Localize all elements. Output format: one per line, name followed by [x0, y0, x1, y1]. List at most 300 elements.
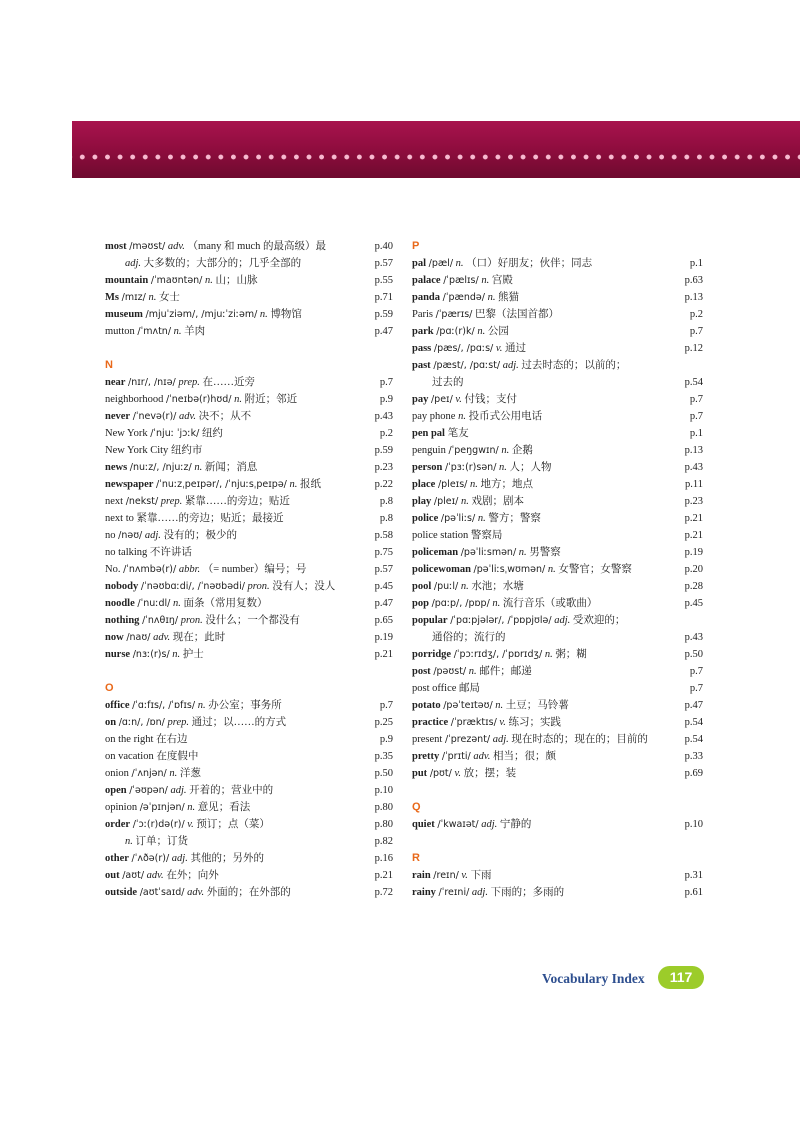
headword: popular — [412, 615, 448, 626]
definition: 公园 — [487, 326, 509, 337]
part-of-speech: adj. — [171, 853, 188, 864]
index-entry — [412, 867, 703, 884]
definition: 土豆；马铃薯 — [505, 700, 569, 711]
entry-text — [412, 340, 526, 357]
definition: 纽约 — [201, 428, 223, 439]
headword: other — [105, 853, 129, 864]
entry-text — [412, 578, 524, 595]
entry-text — [412, 595, 597, 612]
headword: on — [105, 717, 117, 728]
page-ref: p.13 — [684, 445, 703, 456]
entry-text — [412, 476, 533, 493]
page-ref: p.65 — [374, 615, 393, 626]
index-entry — [105, 629, 393, 646]
definition: 山；山脉 — [215, 275, 258, 286]
definition: 意见；看法 — [197, 802, 251, 813]
headword: New York — [105, 428, 148, 439]
index-entry — [412, 578, 703, 595]
page-number-badge: 117 — [658, 966, 704, 989]
section-spacer — [105, 340, 393, 357]
part-of-speech: pron. — [180, 615, 203, 626]
entry-text — [105, 782, 273, 799]
pronunciation: /ˈneɪbə(r)hʊd/ — [165, 394, 232, 405]
definition: 粥；糊 — [555, 649, 587, 660]
part-of-speech: prep. — [167, 717, 189, 728]
entry-text — [412, 323, 509, 340]
index-entry — [105, 289, 393, 306]
pronunciation: /puːl/ — [433, 581, 459, 592]
index-entry — [105, 816, 393, 833]
index-entry — [105, 425, 393, 442]
definition: 练习；实践 — [508, 717, 562, 728]
entry-text — [105, 476, 321, 493]
definition: 邮局 — [459, 683, 481, 694]
definition: 水池；水塘 — [471, 581, 524, 592]
headword: palace — [412, 275, 441, 286]
pronunciation: /ˈpɑːpjələr/, /ˈpɒpjʊlə/ — [450, 615, 552, 626]
entry-text — [412, 680, 480, 697]
pronunciation: /nɪr/, /nɪə/ — [128, 377, 176, 388]
headword: near — [105, 377, 126, 388]
index-entry — [105, 799, 393, 816]
index-entry — [412, 561, 703, 578]
pronunciation: /ˈnuːzˌpeɪpər/, /ˈnjuːsˌpeɪpə/ — [156, 479, 287, 490]
headword: most — [105, 241, 127, 252]
definition: 办公室；事务所 — [208, 700, 282, 711]
headword: New York City — [105, 445, 169, 456]
index-entry — [412, 612, 703, 629]
page-ref: p.7 — [689, 666, 703, 677]
definition: 受欢迎的； — [572, 615, 626, 626]
banner-dot-strip — [72, 153, 800, 161]
definition: 通过；以……的方式 — [191, 717, 287, 728]
page-ref: p.80 — [374, 819, 393, 830]
headword: next — [105, 496, 124, 507]
part-of-speech: adv. — [146, 870, 164, 881]
definition: 宁静的 — [499, 819, 532, 830]
pronunciation: /mɪz/ — [121, 292, 146, 303]
definition: 在……近旁 — [202, 377, 255, 388]
entry-text — [105, 714, 286, 731]
pronunciation: /ˈpændə/ — [442, 292, 485, 303]
definition: 警察局 — [470, 530, 503, 541]
entry-text — [412, 663, 532, 680]
headword: newspaper — [105, 479, 154, 490]
pronunciation: /ˈɑːfɪs/, /ˈɒfɪs/ — [132, 700, 196, 711]
index-entry — [412, 680, 703, 697]
index-entry — [105, 765, 393, 782]
headword: Ms — [105, 292, 119, 303]
entry-text — [105, 459, 257, 476]
page-ref: p.47 — [374, 598, 393, 609]
index-entry — [412, 731, 703, 748]
headword: Paris — [412, 309, 433, 320]
definition: 下雨 — [470, 870, 492, 881]
index-entry — [412, 510, 703, 527]
definition: 新闻；消息 — [204, 462, 258, 473]
definition: 下雨的；多雨的 — [490, 887, 565, 898]
section-letter: N — [105, 359, 113, 371]
page-ref: p.50 — [374, 768, 393, 779]
definition: 外面的；在外部的 — [206, 887, 291, 898]
entry-text — [105, 578, 335, 595]
entry-text — [105, 425, 223, 442]
entry-text — [412, 374, 464, 391]
page-ref: p.35 — [374, 751, 393, 762]
definition: 笔友 — [447, 428, 469, 439]
section-letter: O — [105, 682, 114, 694]
index-entry — [105, 646, 393, 663]
index-entry — [105, 306, 393, 323]
page-ref: p.21 — [374, 870, 393, 881]
index-entry — [105, 527, 393, 544]
pronunciation: /ˈʌnjən/ — [131, 768, 167, 779]
section-letter: P — [412, 240, 420, 252]
headword: opinion — [105, 802, 138, 813]
page-ref: p.59 — [374, 309, 393, 320]
part-of-speech: n. — [460, 496, 469, 507]
definition: 付钱；支付 — [464, 394, 518, 405]
definition: 没有人；没人 — [272, 581, 336, 592]
part-of-speech: v. — [499, 717, 506, 728]
pronunciation: /naʊ/ — [126, 632, 151, 643]
entry-text — [412, 272, 513, 289]
part-of-speech: adv. — [167, 241, 185, 252]
page-ref: p.20 — [684, 564, 703, 575]
index-entry — [105, 323, 393, 340]
index-entry — [105, 731, 393, 748]
entry-text — [105, 799, 250, 816]
definition: （口）好朋友；伙伴；同志 — [466, 258, 593, 269]
headword: news — [105, 462, 128, 473]
pronunciation: /pæs/, /pɑːs/ — [433, 343, 494, 354]
headword: pretty — [412, 751, 440, 762]
page-ref: p.7 — [689, 411, 703, 422]
entry-text — [105, 816, 270, 833]
part-of-speech: n. — [187, 802, 196, 813]
pronunciation: /mjuˈziəm/, /mjuːˈziːəm/ — [145, 309, 258, 320]
page-ref: p.1 — [689, 258, 703, 269]
part-of-speech: pron. — [247, 581, 270, 592]
index-entry — [412, 595, 703, 612]
index-entry — [412, 816, 703, 833]
part-of-speech: v. — [454, 768, 461, 779]
page-ref: p.58 — [374, 530, 393, 541]
part-of-speech: n. — [460, 581, 469, 592]
part-of-speech: n. — [518, 547, 527, 558]
index-entry — [412, 765, 703, 782]
entry-text — [412, 408, 542, 425]
page-ref: p.61 — [684, 887, 703, 898]
pronunciation: /ˈnʌθɪŋ/ — [142, 615, 179, 626]
part-of-speech: v. — [187, 819, 194, 830]
index-entry — [105, 272, 393, 289]
pronunciation: /ˈmaʊntən/ — [150, 275, 203, 286]
definition: 订单；订货 — [135, 836, 188, 847]
entry-text — [412, 697, 569, 714]
left-column — [105, 238, 393, 901]
index-entry — [412, 646, 703, 663]
part-of-speech: n. — [501, 445, 510, 456]
entry-text — [412, 391, 517, 408]
headword: porridge — [412, 649, 452, 660]
pronunciation: /ˈpælɪs/ — [443, 275, 479, 286]
part-of-speech: adj. — [125, 258, 142, 269]
headword: place — [412, 479, 436, 490]
definition: 地方；地点 — [480, 479, 533, 490]
pronunciation: /pleɪs/ — [437, 479, 468, 490]
part-of-speech: adv. — [187, 887, 205, 898]
index-entry — [412, 391, 703, 408]
page-ref: p.7 — [379, 700, 393, 711]
definition: 巴黎（法国首都） — [475, 309, 560, 320]
index-entry — [412, 425, 703, 442]
index-entry — [412, 272, 703, 289]
part-of-speech: n. — [477, 326, 486, 337]
page-ref: p.13 — [684, 292, 703, 303]
entry-text — [412, 510, 541, 527]
page-ref: p.50 — [684, 649, 703, 660]
definition: 博物馆 — [270, 309, 302, 320]
entry-text — [412, 527, 502, 544]
headword: potato — [412, 700, 441, 711]
pronunciation: /ˈprɪti/ — [441, 751, 471, 762]
part-of-speech: prep. — [178, 377, 200, 388]
page-ref: p.7 — [689, 326, 703, 337]
headword: put — [412, 768, 428, 779]
index-entry — [105, 408, 393, 425]
pronunciation: /nɜː(r)s/ — [132, 649, 170, 660]
part-of-speech: adj. — [471, 887, 488, 898]
headword: noodle — [105, 598, 135, 609]
headword: open — [105, 785, 127, 796]
page-ref: p.16 — [374, 853, 393, 864]
index-entry — [412, 289, 703, 306]
headword: pen pal — [412, 428, 445, 439]
part-of-speech: adj. — [481, 819, 498, 830]
part-of-speech: adj. — [502, 360, 519, 371]
index-entry — [412, 306, 703, 323]
definition: 通俗的；流行的 — [432, 632, 506, 643]
entry-text — [105, 289, 180, 306]
definition: 通过 — [505, 343, 527, 354]
part-of-speech: adv. — [473, 751, 491, 762]
definition: 女士 — [158, 292, 180, 303]
pronunciation: /ˈpeŋgwɪn/ — [448, 445, 499, 456]
headword: next to — [105, 513, 134, 524]
index-entry — [412, 255, 703, 272]
part-of-speech: n. — [458, 411, 466, 422]
entry-text — [105, 561, 306, 578]
pronunciation: /pleɪ/ — [433, 496, 459, 507]
part-of-speech: n. — [194, 462, 203, 473]
part-of-speech: n. — [173, 326, 182, 337]
page-ref: p.80 — [374, 802, 393, 813]
entry-text — [105, 884, 291, 901]
index-entry — [105, 748, 393, 765]
entry-text — [105, 238, 326, 255]
headword: nobody — [105, 581, 139, 592]
definition: 纽约市 — [170, 445, 203, 456]
headword: police station — [412, 530, 469, 541]
pronunciation: /ˈnjuː ˈjɔːk/ — [150, 428, 200, 439]
entry-text — [412, 459, 552, 476]
part-of-speech: n. — [205, 275, 213, 286]
definition: 附近；邻近 — [244, 394, 298, 405]
headword: mountain — [105, 275, 149, 286]
index-entry — [105, 391, 393, 408]
index-entry — [412, 357, 703, 374]
pronunciation: /nekst/ — [125, 496, 159, 507]
pronunciation: /pæl/ — [428, 258, 454, 269]
pronunciation: /pəˈliːsˌwʊmən/ — [473, 564, 546, 575]
index-entry — [105, 782, 393, 799]
section-spacer — [412, 782, 703, 799]
page-ref: p.10 — [374, 785, 393, 796]
part-of-speech: v. — [495, 343, 503, 354]
index-entry — [105, 238, 393, 255]
index-entry — [412, 442, 703, 459]
headword: park — [412, 326, 434, 337]
definition: 紧靠……的旁边；贴近；最接近 — [136, 513, 284, 524]
page-ref: p.57 — [374, 258, 393, 269]
entry-text — [412, 357, 626, 374]
definition: 邮件；邮递 — [479, 666, 532, 677]
page-ref: p.45 — [684, 598, 703, 609]
index-entry — [412, 493, 703, 510]
definition: 紧靠……的旁边；贴近 — [184, 496, 290, 507]
entry-text — [105, 731, 188, 748]
index-entry — [105, 578, 393, 595]
section-letter: R — [412, 852, 420, 864]
entry-text — [412, 731, 648, 748]
definition: 洋葱 — [179, 768, 201, 779]
headword: on vacation — [105, 751, 154, 762]
entry-text — [412, 289, 519, 306]
pronunciation: /reɪn/ — [433, 870, 459, 881]
pronunciation: /pəʊst/ — [433, 666, 467, 677]
page-ref: p.9 — [379, 394, 393, 405]
entry-text — [105, 374, 255, 391]
index-entry — [412, 544, 703, 561]
index-entry — [105, 833, 393, 850]
definition: 羊肉 — [184, 326, 206, 337]
pronunciation: /ˈprezənt/ — [444, 734, 491, 745]
entry-text — [105, 527, 237, 544]
definition: 宫殿 — [491, 275, 513, 286]
pronunciation: /məʊst/ — [129, 241, 166, 252]
entry-text — [412, 748, 556, 765]
pronunciation: /nuːz/, /njuːz/ — [129, 462, 192, 473]
pronunciation: /nəʊ/ — [118, 530, 143, 541]
page-ref: p.47 — [684, 700, 703, 711]
entry-text — [412, 867, 492, 884]
page-ref: p.45 — [374, 581, 393, 592]
page-ref: p.12 — [684, 343, 703, 354]
headword: present — [412, 734, 443, 745]
entry-text — [105, 323, 205, 340]
page-ref: p.21 — [684, 530, 703, 541]
pronunciation: /peɪ/ — [430, 394, 453, 405]
pronunciation: /ˈpærɪs/ — [435, 309, 473, 320]
definition: 面条（常用复数） — [183, 598, 268, 609]
part-of-speech: n. — [468, 666, 477, 677]
pronunciation: /pæst/, /pɑːst/ — [433, 360, 501, 371]
index-entry — [105, 374, 393, 391]
page-ref: p.9 — [379, 734, 393, 745]
headword: post — [412, 666, 431, 677]
part-of-speech: n. — [481, 275, 490, 286]
headword: play — [412, 496, 432, 507]
definition: 放；摆；装 — [463, 768, 517, 779]
part-of-speech: v. — [461, 870, 468, 881]
entry-text — [105, 697, 282, 714]
definition: 戏剧；剧本 — [471, 496, 524, 507]
pronunciation: /ˈnevə(r)/ — [132, 411, 177, 422]
page-ref: p.75 — [374, 547, 393, 558]
page-ref: p.7 — [689, 683, 703, 694]
part-of-speech: adj. — [170, 785, 187, 796]
pronunciation: /ˈpræktɪs/ — [450, 717, 497, 728]
section-letter: Q — [412, 801, 421, 813]
entry-text — [412, 629, 506, 646]
headword: nurse — [105, 649, 131, 660]
page-ref: p.8 — [379, 513, 393, 524]
definition: 没有的；极少的 — [163, 530, 238, 541]
entry-text — [105, 833, 188, 850]
definition: （many 和 much 的最高级）最 — [187, 241, 327, 252]
page-ref: p.23 — [374, 462, 393, 473]
pronunciation: /ɑːn/, /ɒn/ — [118, 717, 165, 728]
part-of-speech: abbr. — [178, 564, 201, 575]
definition: 大多数的；大部分的；几乎全部的 — [143, 258, 302, 269]
entry-text — [105, 646, 204, 663]
pronunciation: /ˈpɜː(r)sən/ — [444, 462, 497, 473]
page-ref: p.7 — [379, 377, 393, 388]
page-ref: p.63 — [684, 275, 703, 286]
part-of-speech: n. — [197, 700, 206, 711]
page-ref: p.72 — [374, 887, 393, 898]
entry-text — [105, 391, 297, 408]
entry-text — [412, 493, 524, 510]
entry-text — [105, 544, 192, 561]
index-entry — [412, 527, 703, 544]
headword: neighborhood — [105, 394, 164, 405]
pronunciation: /ˈʌðə(r)/ — [131, 853, 170, 864]
definition: 相当；很；颇 — [492, 751, 556, 762]
part-of-speech: n. — [477, 513, 486, 524]
index-entry — [412, 663, 703, 680]
headword: police — [412, 513, 439, 524]
definition: 决不；从不 — [198, 411, 252, 422]
page-ref: p.54 — [684, 734, 703, 745]
headword: past — [412, 360, 431, 371]
part-of-speech: n. — [547, 564, 556, 575]
pronunciation: /pɑːp/, /pɒp/ — [431, 598, 490, 609]
entry-text — [412, 816, 531, 833]
entry-text — [105, 595, 267, 612]
index-entry — [105, 697, 393, 714]
definition: 流行音乐（或歌曲） — [502, 598, 598, 609]
page-ref: p.59 — [374, 445, 393, 456]
entry-text — [105, 765, 201, 782]
definition: 在度假中 — [156, 751, 199, 762]
part-of-speech: v. — [455, 394, 462, 405]
index-entry — [105, 510, 393, 527]
footer-title: Vocabulary Index — [542, 971, 645, 986]
page-ref: p.31 — [684, 870, 703, 881]
headword: pay — [412, 394, 429, 405]
